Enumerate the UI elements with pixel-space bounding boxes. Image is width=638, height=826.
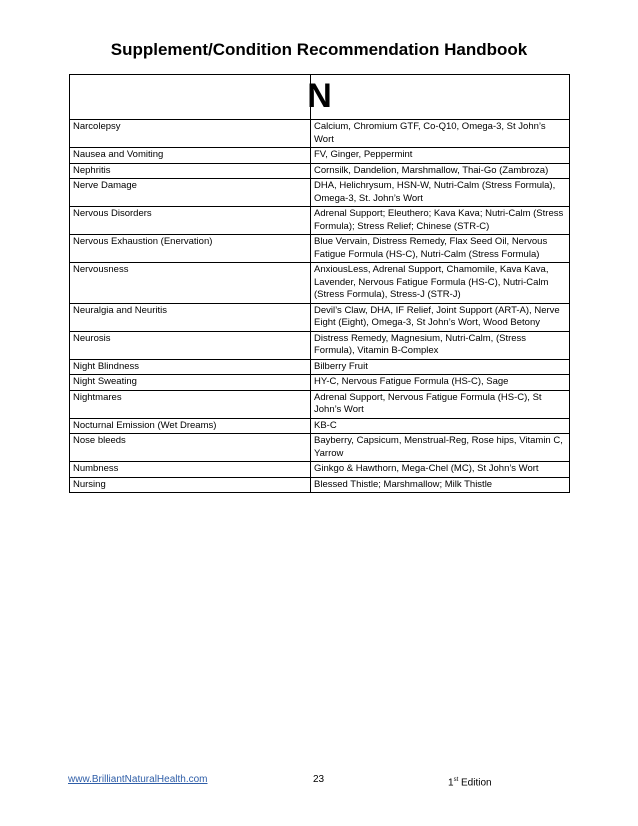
recommendation-cell: Devil’s Claw, DHA, IF Relief, Joint Support (ART-A), Nerve Eight (Eight), Omega-3, St John’s Wort, Wood Betony bbox=[311, 303, 570, 331]
recommendation-cell: FV, Ginger, Peppermint bbox=[311, 148, 570, 164]
condition-cell: Nightmares bbox=[70, 390, 311, 418]
recommendation-cell: Cornsilk, Dandelion, Marshmallow, Thai-Go (Zambroza) bbox=[311, 163, 570, 179]
recommendation-cell: Ginkgo & Hawthorn, Mega-Chel (MC), St John’s Wort bbox=[311, 462, 570, 478]
recommendation-cell: Blessed Thistle; Marshmallow; Milk Thistle bbox=[311, 477, 570, 493]
condition-cell: Nursing bbox=[70, 477, 311, 493]
recommendation-cell: AnxiousLess, Adrenal Support, Chamomile, Kava Kava, Lavender, Nervous Fatigue Formula (HS-C), Nutri-Calm (Stress Formula), Stress-J (STR-J) bbox=[311, 263, 570, 304]
table-row bbox=[70, 477, 570, 493]
recommendation-cell: Blue Vervain, Distress Remedy, Flax Seed Oil, Nervous Fatigue Formula (HS-C), Nutri-Calm (Stress Formula) bbox=[311, 235, 570, 263]
table-row bbox=[70, 235, 570, 263]
recommendation-cell: Adrenal Support, Nervous Fatigue Formula (HS-C), St John’s Wort bbox=[311, 390, 570, 418]
edition-suffix: st bbox=[453, 777, 459, 783]
table-row bbox=[70, 263, 570, 304]
condition-cell: Nausea and Vomiting bbox=[70, 148, 311, 164]
condition-cell: Nose bleeds bbox=[70, 434, 311, 462]
recommendation-cell: KB-C bbox=[311, 418, 570, 434]
condition-cell: Nervous Exhaustion (Enervation) bbox=[70, 235, 311, 263]
table-row bbox=[70, 375, 570, 391]
table-row bbox=[70, 120, 570, 148]
recommendation-cell: HY-C, Nervous Fatigue Formula (HS-C), Sage bbox=[311, 375, 570, 391]
table-row bbox=[70, 359, 570, 375]
condition-cell: Numbness bbox=[70, 462, 311, 478]
website-link[interactable]: www.BrilliantNaturalHealth.com bbox=[68, 774, 208, 785]
condition-cell: Nerve Damage bbox=[70, 179, 311, 207]
recommendation-table-container bbox=[69, 74, 570, 493]
table-row bbox=[70, 462, 570, 478]
table-row bbox=[70, 418, 570, 434]
table-row bbox=[70, 303, 570, 331]
table-row bbox=[70, 331, 570, 359]
table-row bbox=[70, 179, 570, 207]
recommendation-cell: Bilberry Fruit bbox=[311, 359, 570, 375]
condition-cell: Narcolepsy bbox=[70, 120, 311, 148]
table-row bbox=[70, 207, 570, 235]
edition-number: 1 bbox=[448, 777, 454, 789]
recommendation-table bbox=[69, 74, 570, 493]
recommendation-cell: Distress Remedy, Magnesium, Nutri-Calm, (Stress Formula), Vitamin B-Complex bbox=[311, 331, 570, 359]
condition-cell: Nephritis bbox=[70, 163, 311, 179]
page-number: 23 bbox=[313, 774, 325, 785]
condition-cell: Nervousness bbox=[70, 263, 311, 304]
recommendation-cell: Bayberry, Capsicum, Menstrual-Reg, Rose hips, Vitamin C, Yarrow bbox=[311, 434, 570, 462]
condition-cell: Nocturnal Emission (Wet Dreams) bbox=[70, 418, 311, 434]
table-row bbox=[70, 148, 570, 164]
section-letter: N bbox=[307, 77, 332, 115]
table-row bbox=[70, 163, 570, 179]
condition-cell: Night Sweating bbox=[70, 375, 311, 391]
edition-text: Edition bbox=[458, 777, 492, 789]
table-row bbox=[70, 434, 570, 462]
edition-label bbox=[448, 774, 492, 789]
page-title: Supplement/Condition Recommendation Handbook bbox=[110, 40, 528, 59]
condition-cell: Neuralgia and Neuritis bbox=[70, 303, 311, 331]
condition-cell: Night Blindness bbox=[70, 359, 311, 375]
condition-cell: Nervous Disorders bbox=[70, 207, 311, 235]
recommendation-cell: Calcium, Chromium GTF, Co-Q10, Omega-3, St John’s Wort bbox=[311, 120, 570, 148]
recommendation-cell: Adrenal Support; Eleuthero; Kava Kava; Nutri-Calm (Stress Formula); Stress Relief; Chinese (STR-C) bbox=[311, 207, 570, 235]
recommendation-cell: DHA, Helichrysum, HSN-W, Nutri-Calm (Stress Formula), Omega-3, St. John’s Wort bbox=[311, 179, 570, 207]
table-body bbox=[70, 75, 570, 493]
condition-cell: Neurosis bbox=[70, 331, 311, 359]
table-row bbox=[70, 390, 570, 418]
